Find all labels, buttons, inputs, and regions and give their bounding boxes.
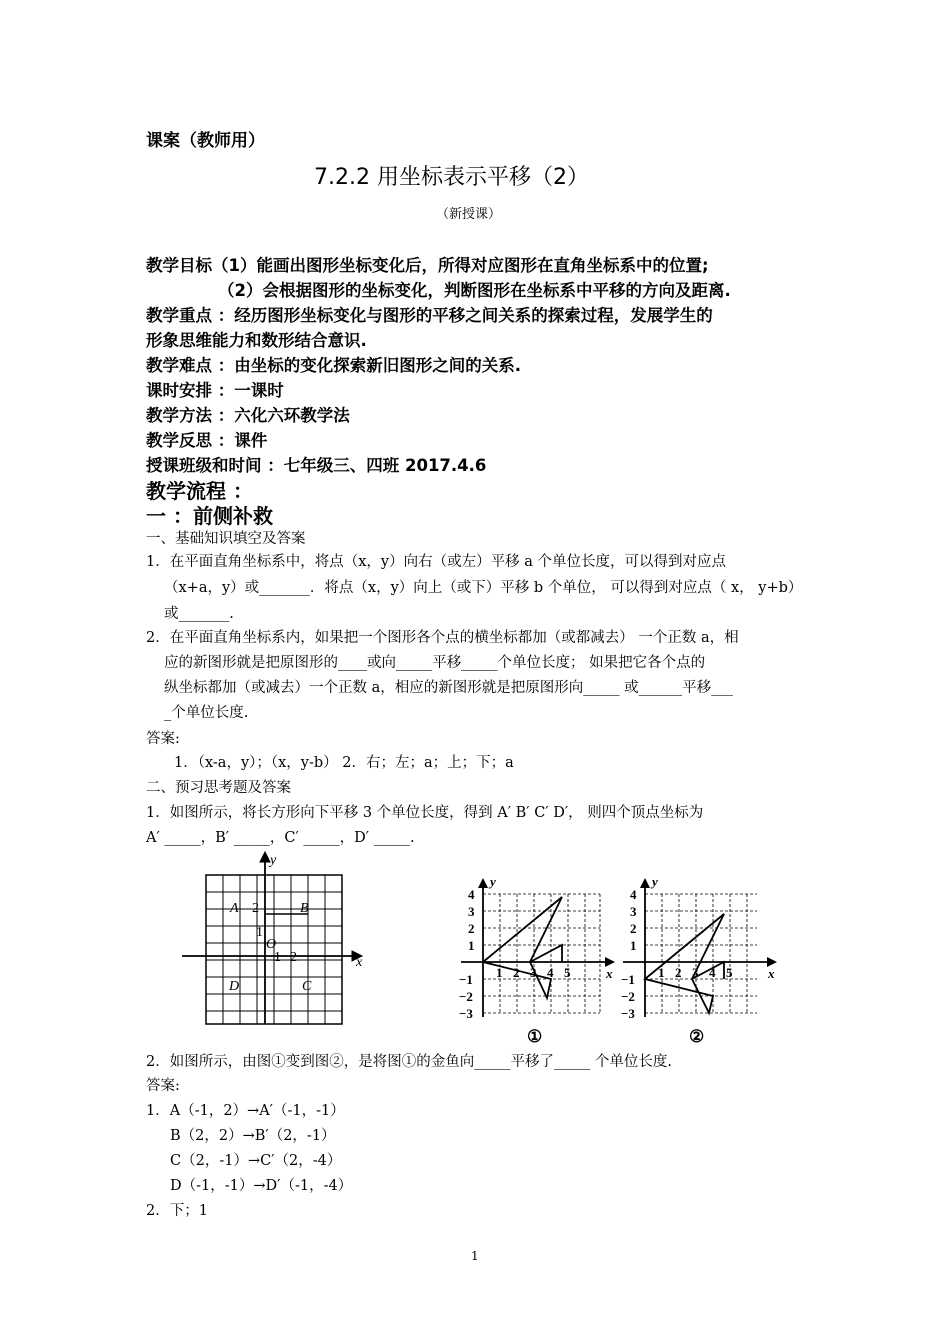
page-number: 1 [471, 1249, 479, 1263]
class-time-line: 授课班级和时间 ：七年级三、四班 2017.4.6 [146, 456, 487, 475]
fig2-axis-x: x [606, 966, 613, 981]
q1-line-2: （x+a，y）或_______．将点（x，y）向上（或下）平移 b 个单位， 可以得到对应点（ x， y+b） [164, 580, 803, 596]
fig1-axis-y: y [270, 853, 277, 868]
fig1-label-x1: 1 [274, 950, 281, 965]
fig1-label-b: B [300, 901, 309, 916]
fig2-axis-y: y [490, 874, 496, 889]
q1-line-1: 1．在平面直角坐标系中，将点（x，y）向右（或左）平移 a 个单位长度，可以得到对应点 [146, 554, 726, 570]
p2-line: 2．如图所示，由图①变到图②，是将图①的金鱼向_____平移了_____ 个单位长度. [146, 1054, 672, 1070]
fig2-ytick-2: 2 [468, 921, 475, 936]
fig2-xtick-1: 1 [496, 965, 503, 980]
figure-fish-2 [617, 872, 782, 1047]
fig2-ytick-1: 1 [468, 938, 475, 953]
fig2-xtick-2: 2 [513, 965, 520, 980]
fig2-caption: ① [527, 1027, 543, 1046]
objective-line-2: （2）会根据图形的坐标变化，判断图形在坐标系中平移的方向及距离. [218, 281, 731, 300]
fig3-xtick-3: 3 [692, 965, 699, 980]
answer-label-2: 答案: [146, 1078, 180, 1094]
answer2-line-3: C（2，-1）→C′（2，-4） [170, 1153, 342, 1169]
fig3-ytick-m1: −1 [621, 972, 635, 987]
fig1-label-a: A [230, 901, 239, 916]
p1-line-2: A′ _____，B′ _____，C′ _____，D′ _____. [146, 830, 415, 846]
key-point-line-1: 教学重点 ：经历图形坐标变化与图形的平移之间关系的探索过程，发展学生的 [146, 306, 713, 325]
fig3-ytick-2: 2 [630, 921, 637, 936]
fig3-xtick-1: 1 [658, 965, 665, 980]
p1-line-1: 1．如图所示，将长方形向下平移 3 个单位长度，得到 A′ B′ C′ D′， 则四个顶点坐标为 [146, 805, 704, 821]
q1-line-3: 或_______. [164, 606, 234, 622]
fig3-caption: ② [689, 1027, 705, 1046]
answer-line-1: 1．（x-a，y）；（x，y-b） 2．右；左；a；上；下；a [174, 755, 514, 771]
q2-line-3: 纵坐标都加（或减去）一个正数 a，相应的新图形就是把原图形向_____ 或______平移___ [164, 680, 733, 696]
schedule-line: 课时安排 ：一课时 [146, 381, 284, 400]
fig3-ytick-1: 1 [630, 938, 637, 953]
objective-line-1: 教学目标（1）能画出图形坐标变化后，所得对应图形在直角坐标系中的位置; [146, 256, 709, 275]
fig1-label-o: O [266, 937, 277, 952]
fig3-ytick-m3: −3 [621, 1006, 635, 1021]
fig3-ytick-3: 3 [630, 904, 637, 919]
reflection-line: 教学反思 ：课件 [146, 431, 268, 450]
fig1-label-1: 1 [256, 925, 263, 940]
fig3-axis-x: x [768, 966, 775, 981]
fig2-xtick-4: 4 [547, 965, 554, 980]
fig2-ytick-m1: −1 [459, 972, 473, 987]
fig1-axis-x: x [356, 955, 363, 970]
q2-line-4: _个单位长度. [164, 705, 249, 721]
fig3-ytick-m2: −2 [621, 989, 635, 1004]
part2-title: 二、预习思考题及答案 [146, 780, 291, 796]
fig1-label-x2: 2 [290, 950, 297, 965]
process-title: 教学流程 ： [146, 479, 253, 503]
fig2-ytick-4: 4 [468, 887, 475, 902]
fig2-ytick-3: 3 [468, 904, 475, 919]
answer-label-1: 答案: [146, 731, 180, 747]
fig2-ytick-m3: −3 [459, 1006, 473, 1021]
page-title: 7.2.2 用坐标表示平移（2） [314, 165, 589, 190]
fig1-label-d: D [229, 979, 240, 994]
fig3-xtick-4: 4 [709, 965, 716, 980]
section1-title: 一 ：前侧补救 [146, 504, 273, 528]
method-line: 教学方法 ：六化六环教学法 [146, 406, 350, 425]
page-subtitle: （新授课） [436, 207, 502, 222]
fig3-axis-y: y [652, 874, 658, 889]
key-point-line-2: 形象思维能力和数形结合意识. [146, 331, 367, 350]
fig2-xtick-5: 5 [564, 965, 571, 980]
difficulty-line: 教学难点 ：由坐标的变化探索新旧图形之间的关系. [146, 356, 522, 375]
answer2-line-1: 1．A（-1，2）→A′（-1，-1） [146, 1103, 345, 1119]
answer2-line-2: B（2，2）→B′（2，-1） [170, 1128, 336, 1144]
header-label: 课案（教师用） [146, 131, 265, 151]
answer2-line-5: 2．下；1 [146, 1203, 208, 1219]
q2-line-1: 2．在平面直角坐标系内，如果把一个图形各个点的横坐标都加（或都减去） 一个正数 a，相 [146, 630, 739, 646]
fig2-xtick-3: 3 [530, 965, 537, 980]
answer2-line-4: D（-1，-1）→D′（-1，-4） [170, 1178, 353, 1194]
fig1-label-c: C [302, 979, 312, 994]
fig1-label-2: 2 [252, 901, 259, 916]
figure-rectangle-grid [180, 848, 370, 1028]
fig3-ytick-4: 4 [630, 887, 637, 902]
fig3-xtick-2: 2 [675, 965, 682, 980]
q2-line-2: 应的新图形就是把原图形的____或向_____平移_____个单位长度； 如果把它各个点的 [164, 655, 706, 671]
fig3-xtick-5: 5 [726, 965, 733, 980]
part1-title: 一、基础知识填空及答案 [146, 531, 306, 547]
fig2-ytick-m2: −2 [459, 989, 473, 1004]
figure-fish-1 [455, 872, 620, 1047]
